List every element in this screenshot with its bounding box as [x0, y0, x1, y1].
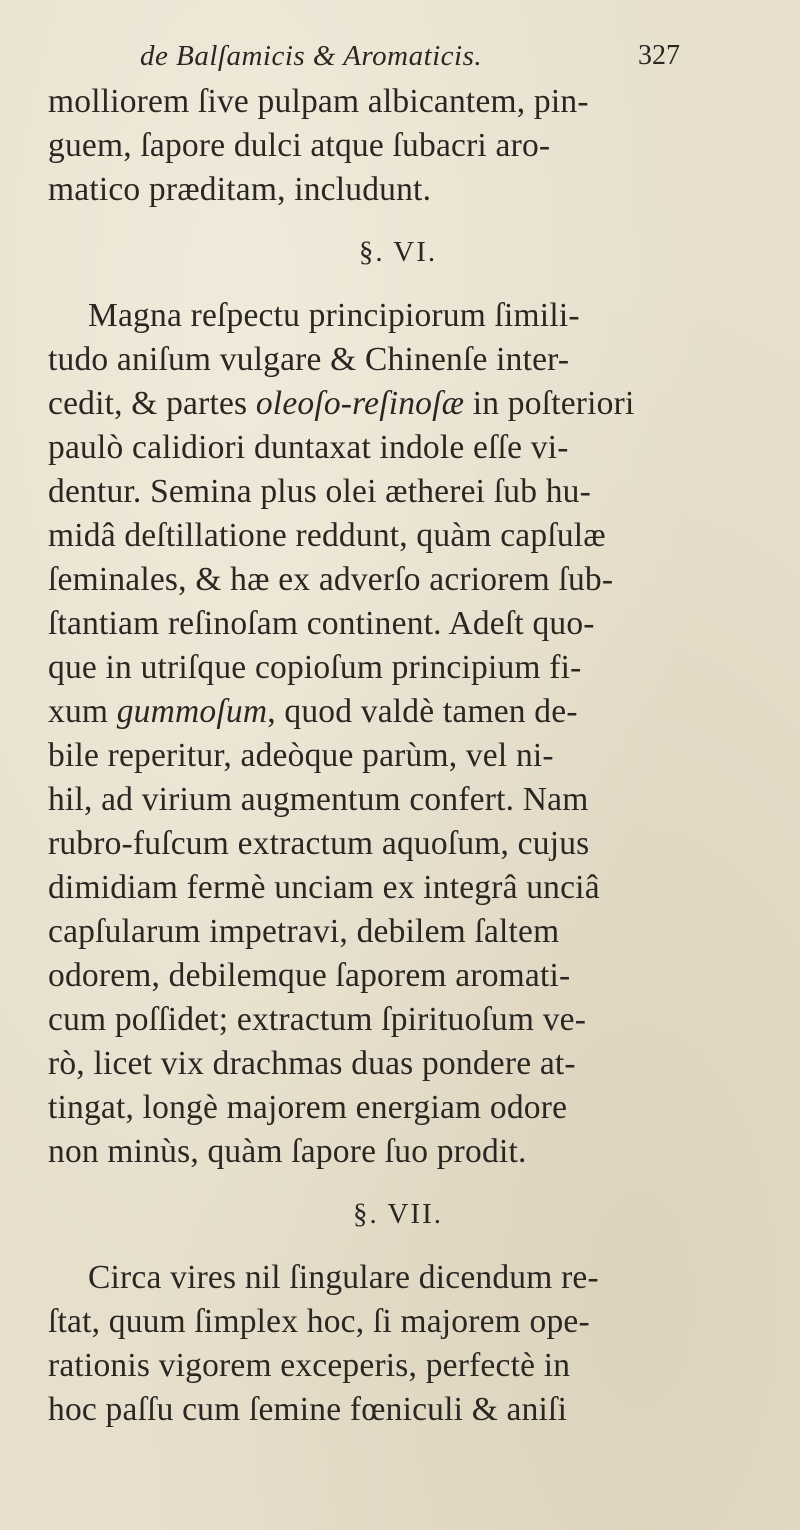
text-segment: xum [48, 693, 117, 730]
italic-term: oleoſo-reſinoſæ [255, 385, 465, 422]
text-line: molliorem ſive pulpam albicantem, pin- [48, 83, 589, 120]
text-line: tudo aniſum vulgare & Chinenſe inter- [48, 341, 570, 378]
text-line: odorem, debilemque ſaporem aromati- [48, 957, 571, 994]
text-line: matico præditam, includunt. [48, 171, 432, 208]
text-line: hil, ad virium augmentum confert. Nam [48, 781, 589, 818]
text-line: Magna reſpectu principiorum ſimili- [88, 297, 580, 334]
text-line: ſtantiam reſinoſam continent. Adeſt quo- [48, 605, 595, 642]
section-heading: §. VII. [353, 1198, 443, 1230]
text-line: rò, licet vix drachmas duas pondere at- [48, 1045, 576, 1082]
text-segment: , quod valdè tamen de- [267, 693, 578, 730]
text-line [48, 690, 578, 734]
section-heading: §. VI. [358, 236, 438, 268]
italic-term: gummoſum [116, 693, 268, 730]
text-line: capſularum impetravi, debilem ſaltem [48, 913, 560, 950]
text-line: rubro-fuſcum extractum aquoſum, cujus [48, 825, 590, 862]
text-line: midâ deſtillatione reddunt, quàm capſulæ [48, 517, 606, 554]
page-number: 327 [638, 40, 680, 71]
text-segment: cedit, & partes [48, 385, 256, 422]
page-header [120, 40, 680, 80]
text-line: tingat, longè majorem energiam odore [48, 1089, 568, 1126]
text-segment: in poſteriori [464, 385, 635, 422]
text-line [48, 382, 634, 426]
text-line: ſeminales, & hæ ex adverſo acriorem ſub- [48, 561, 614, 598]
text-line: paulò calidiori duntaxat indole eſſe vi- [48, 429, 569, 466]
text-line: dimidiam fermè unciam ex integrâ unciâ [48, 869, 600, 906]
text-line: dentur. Semina plus olei ætherei ſub hu- [48, 473, 591, 510]
text-line: ſtat, quum ſimplex hoc, ſi majorem ope- [48, 1303, 590, 1340]
text-line: guem, ſapore dulci atque ſubacri aro- [48, 127, 551, 164]
running-title: de Balſamicis & Aromaticis. [140, 40, 483, 72]
text-line: bile reperitur, adeòque parùm, vel ni- [48, 737, 554, 774]
text-line: Circa vires nil ſingulare dicendum re- [88, 1259, 599, 1296]
text-line: que in utriſque copioſum principium fi- [48, 649, 582, 686]
text-line: non minùs, quàm ſapore ſuo prodit. [48, 1133, 527, 1170]
text-line: hoc paſſu cum ſemine fœniculi & aniſi [48, 1391, 568, 1428]
text-line: rationis vigorem exceperis, perfectè in [48, 1347, 571, 1384]
text-line: cum poſſidet; extractum ſpirituoſum ve- [48, 1001, 587, 1038]
